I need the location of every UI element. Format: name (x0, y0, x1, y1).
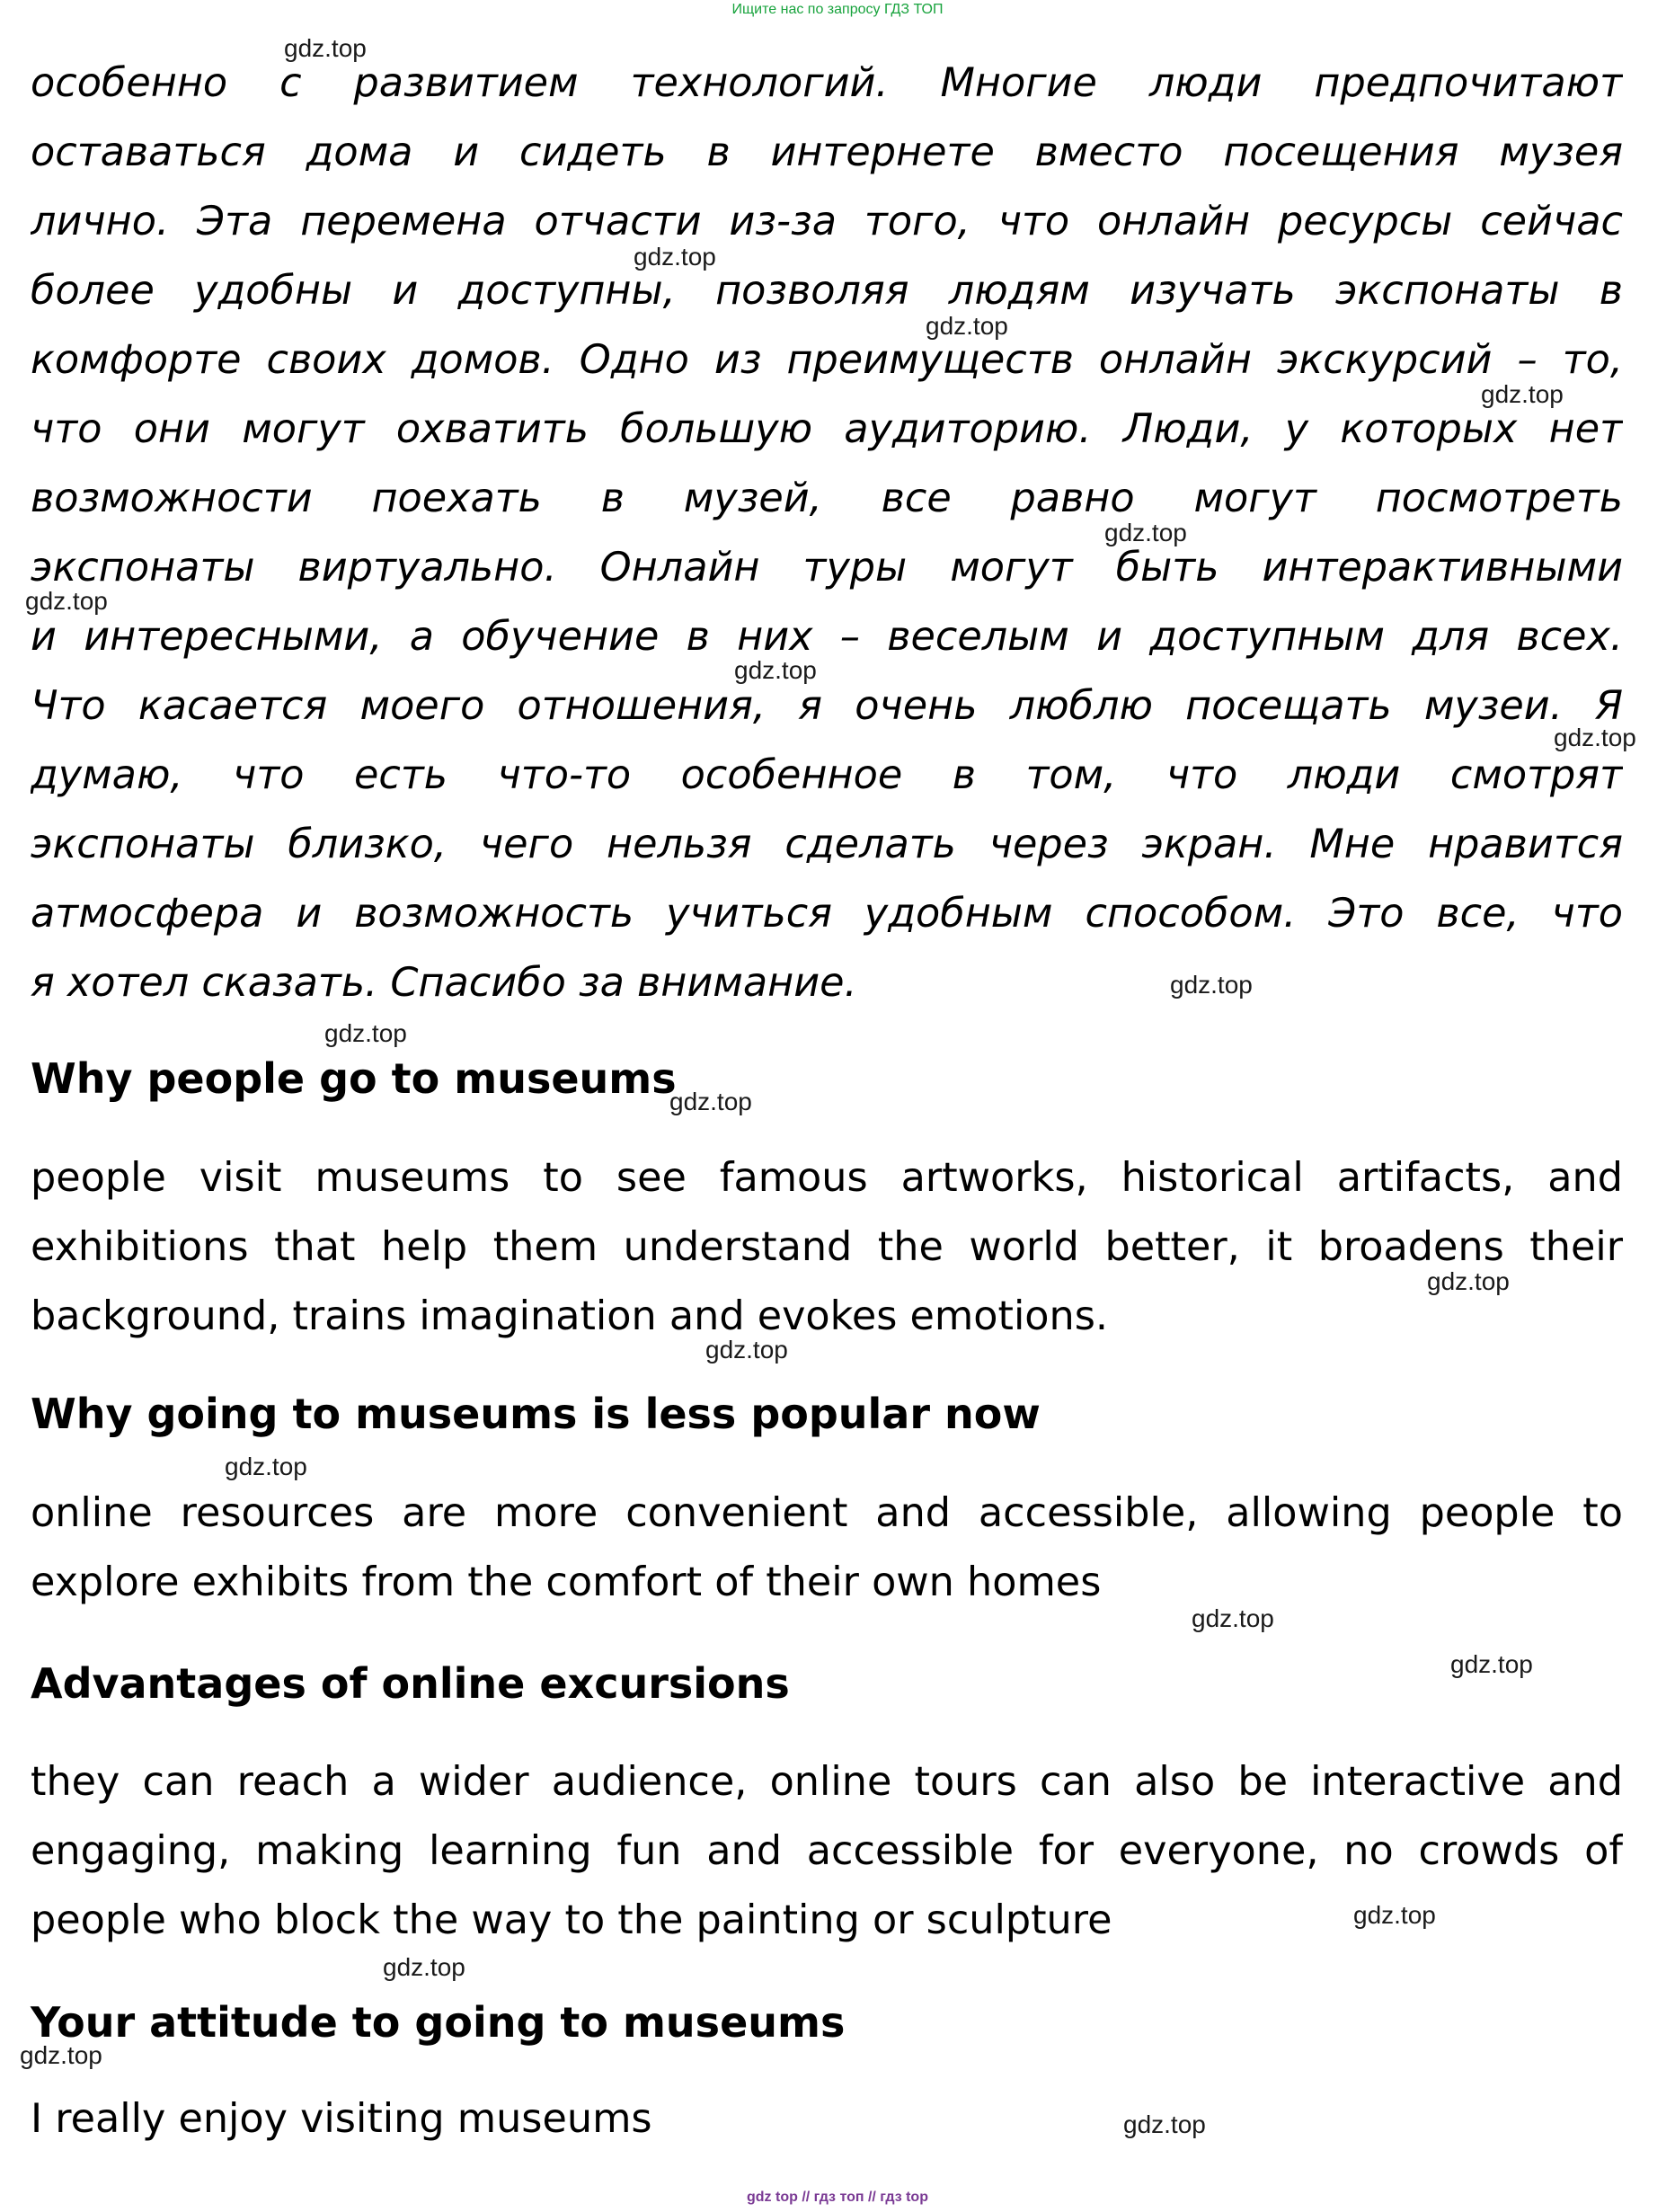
section-text-line: exhibitions that help them understand the world better, it broadens their (31, 1224, 1623, 1270)
watermark: gdz.top (1554, 724, 1636, 751)
russian-text-line: более удобны и доступны, позволяя людям изучать экспонаты в (31, 268, 1623, 314)
russian-text-line: атмосфера и возможность учиться удобным способом. Это все, что (31, 891, 1623, 937)
watermark: gdz.top (383, 1953, 465, 1981)
russian-text-line: оставаться дома и сидеть в интернете вместо посещения музея (31, 129, 1623, 175)
russian-text-line: комфорте своих домов. Одно из преимуществ онлайн экскурсий – то, (31, 337, 1623, 383)
watermark: gdz.top (284, 34, 367, 62)
russian-text-line: возможности поехать в музей, все равно могут посмотреть (31, 475, 1623, 521)
russian-text-line: экспонаты близко, чего нельзя сделать через экран. Мне нравится (31, 822, 1623, 867)
watermark: gdz.top (225, 1452, 307, 1480)
watermark: gdz.top (1427, 1267, 1510, 1295)
watermark: gdz.top (1353, 1901, 1436, 1929)
section-text-line: they can reach a wider audience, online tours can also be interactive and (31, 1759, 1623, 1805)
watermark: gdz.top (1450, 1650, 1533, 1678)
watermark: gdz.top (1123, 2110, 1206, 2138)
watermark: gdz.top (1192, 1604, 1274, 1632)
section-heading: Advantages of online excursions (31, 1659, 790, 1708)
russian-text-line: что они могут охватить большую аудиторию. Люди, у которых нет (31, 406, 1623, 452)
section-text-line: background, trains imagination and evokes emotions. (31, 1293, 1109, 1339)
russian-text-line: экспонаты виртуально. Онлайн туры могут быть интерактивными (31, 545, 1623, 591)
section-text-line: engaging, making learning fun and accessible for everyone, no crowds of (31, 1828, 1623, 1874)
watermark: gdz.top (20, 2041, 102, 2069)
russian-text-line: и интересными, а обучение в них – веселым и доступным для всех. (31, 614, 1623, 660)
russian-text-line: лично. Эта перемена отчасти из-за того, что онлайн ресурсы сейчас (31, 199, 1623, 244)
watermark: gdz.top (926, 312, 1008, 340)
watermark: gdz.top (1104, 519, 1187, 546)
russian-text-line: я хотел сказать. Спасибо за внимание. (31, 960, 857, 1006)
section-text-line: I really enjoy visiting museums (31, 2096, 652, 2142)
section-heading: Why going to museums is less popular now (31, 1390, 1041, 1438)
section-heading: Your attitude to going to museums (31, 1998, 846, 2047)
section-text-line: people who block the way to the painting or sculpture (31, 1897, 1112, 1943)
watermark: gdz.top (734, 656, 817, 684)
watermark: gdz.top (324, 1019, 407, 1047)
section-text-line: people visit museums to see famous artworks, historical artifacts, and (31, 1155, 1623, 1201)
russian-text-line: Что касается моего отношения, я очень люблю посещать музеи. Я (31, 683, 1623, 729)
watermark: gdz.top (669, 1088, 752, 1115)
watermark: gdz.top (1170, 971, 1253, 999)
watermark: gdz.top (25, 587, 108, 615)
section-text-line: explore exhibits from the comfort of their own homes (31, 1559, 1102, 1605)
watermark: gdz.top (1481, 380, 1564, 408)
section-heading: Why people go to museums (31, 1054, 677, 1103)
watermark: gdz.top (634, 243, 716, 271)
russian-text-line: думаю, что есть что-то особенное в том, что люди смотрят (31, 752, 1623, 798)
top-banner[interactable]: Ищите нас по запросу ГДЗ ТОП (731, 2, 944, 17)
section-text-line: online resources are more convenient and accessible, allowing people to (31, 1490, 1623, 1536)
russian-text-line: особенно с развитием технологий. Многие люди предпочитают (31, 60, 1623, 106)
bottom-banner[interactable]: gdz top // гдз топ // гдз top (747, 2190, 928, 2205)
watermark: gdz.top (705, 1336, 788, 1364)
